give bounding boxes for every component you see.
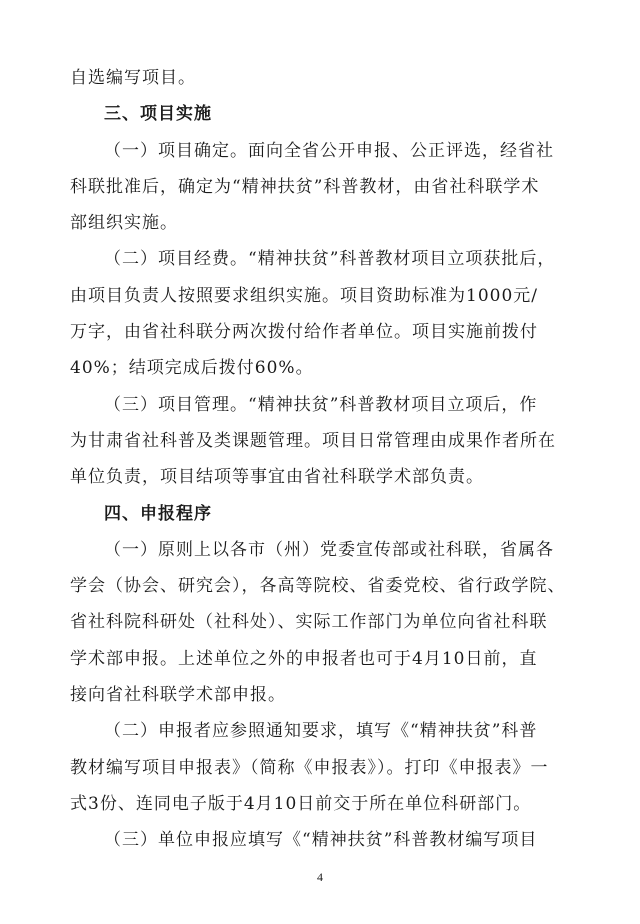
text-line: （一）原则上以各市（州）党委宣传部或社科联，省属各 xyxy=(104,539,554,560)
text-line: 学会（协会、研究会），各高等院校、省委党校、省行政学院、 xyxy=(70,576,566,597)
text-line: 科联批准后，确定为“精神扶贫”科普教材，由省社科联学术 xyxy=(70,176,540,197)
text-line: 接向省社科联学术部申报。 xyxy=(70,685,286,706)
text-line: 自选编写项目。 xyxy=(70,68,196,88)
text-line: 教材编写项目申报表》（简称《申报表》）。打印《申报表》一 xyxy=(70,757,549,778)
text-line: 为甘肃省社科普及类课题管理。项目日常管理由成果作者所在 xyxy=(70,430,556,451)
text-line: 部组织实施。 xyxy=(70,213,178,234)
text-line: 由项目负责人按照要求组织实施。项目资助标准为1000元/ xyxy=(70,285,538,306)
text-line: （二）申报者应参照通知要求，填写《“精神扶贫”科普 xyxy=(104,721,538,742)
text-line: （二）项目经费。“精神扶贫”科普教材项目立项获批后， xyxy=(104,249,556,270)
text-line: 万字，由省社科联分两次拨付给作者单位。项目实施前拨付 xyxy=(70,322,538,343)
document-body xyxy=(70,60,570,859)
text-line: （三）项目管理。“精神扶贫”科普教材项目立项后，作 xyxy=(104,394,538,415)
text-line: 式3份、连同电子版于4月10日前交于所在单位科研部门。 xyxy=(70,793,532,814)
text-line: （一）项目确定。面向全省公开申报、公正评选，经省社 xyxy=(104,140,554,161)
text-line: （三）单位申报应填写《“精神扶贫”科普教材编写项目 xyxy=(104,830,538,851)
text-line: 40%；结项完成后拨付60%。 xyxy=(70,358,314,379)
text-line: 省社科院科研处（社科处）、实际工作部门为单位向省社科联 xyxy=(70,612,548,633)
section-heading: 四、申报程序 xyxy=(104,503,212,524)
section-heading: 三、项目实施 xyxy=(104,104,212,125)
text-line: 学术部申报。上述单位之外的申报者也可于4月10日前，直 xyxy=(70,648,538,669)
page-number: 4 xyxy=(317,870,323,884)
text-line: 单位负责，项目结项等事宜由省社科联学术部负责。 xyxy=(70,467,484,488)
